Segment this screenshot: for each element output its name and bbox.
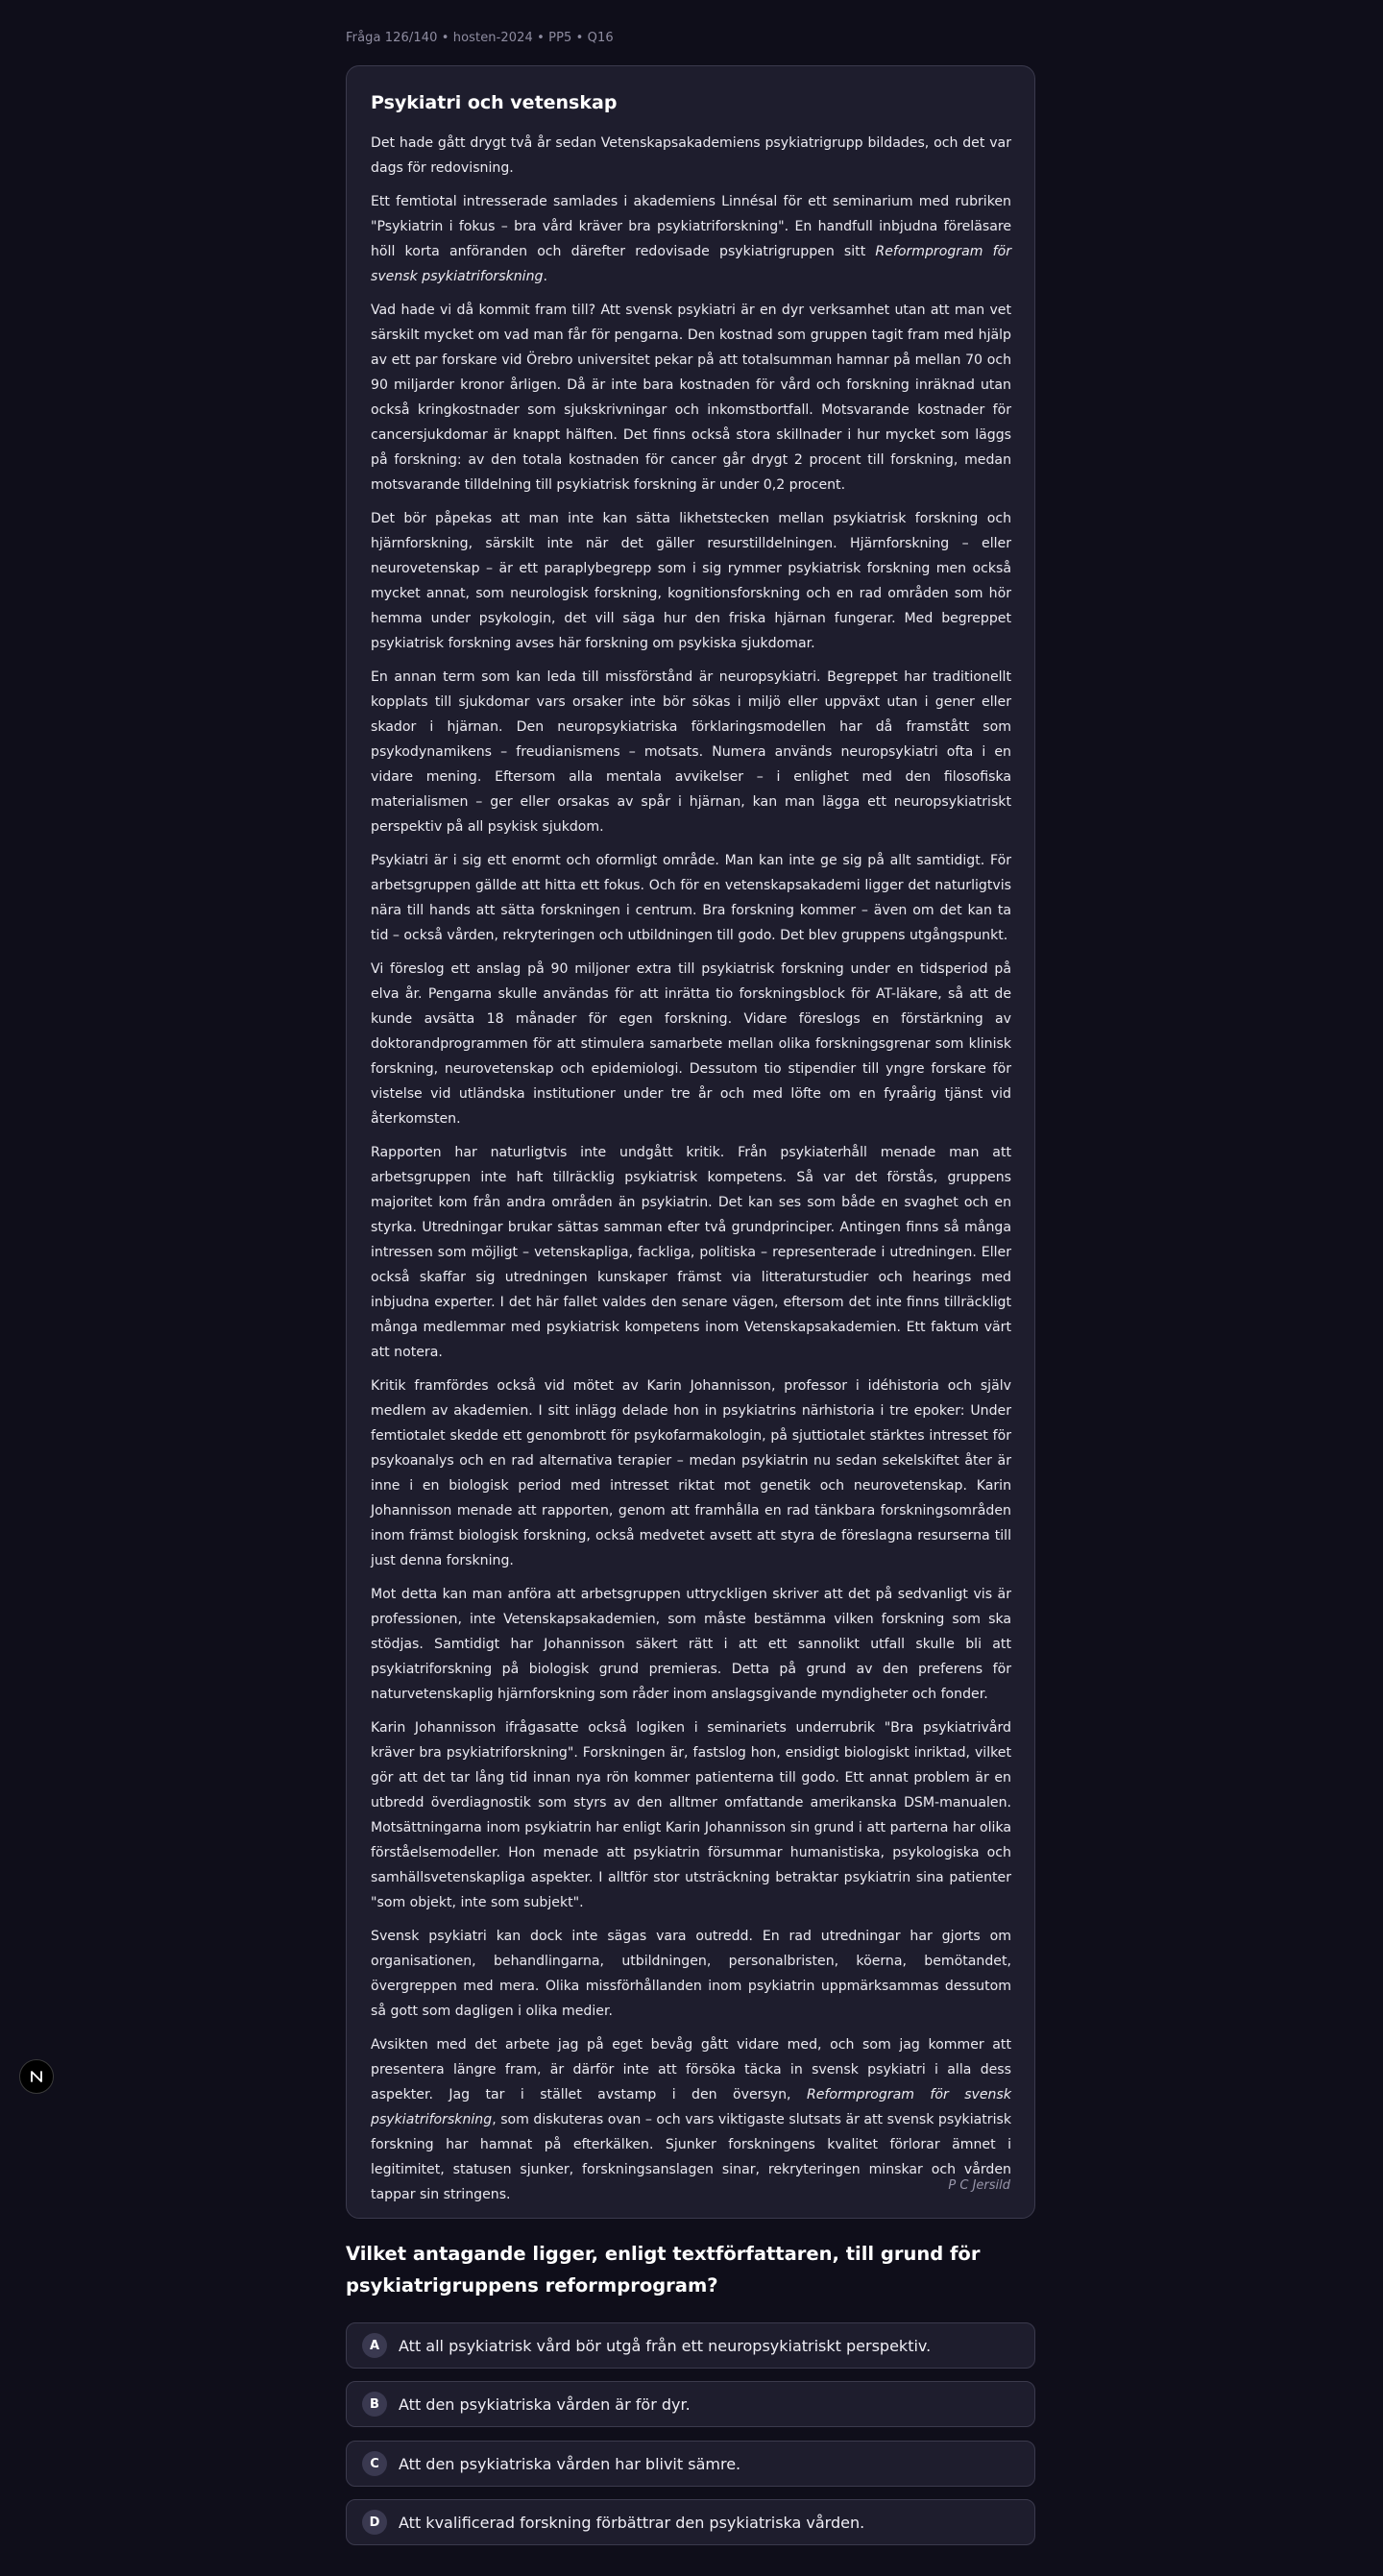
question-text: Vilket antagande ligger, enligt textförfattaren, till grund för psykiatrigruppens reformprogram? — [346, 2243, 981, 2297]
next-logo-badge-icon[interactable] — [19, 2059, 54, 2094]
article-paragraph: Mot detta kan man anföra att arbetsgruppen uttryckligen skriver att det på sedvanligt vis är professionen, inte Vetenskapsakademien, som måste bestämma vilken forskning som ska stödjas. Samtidigt har Johannisson säkert rätt i att ett sannolikt utfall skulle bli att psykiatriforskning på biologisk grund premieras. Detta på grund av den preferens för naturvetenskaplig hjärnforskning som råder inom anslagsgivande myndigheter och fonder. — [371, 1587, 1011, 1702]
article-paragraph: Vad hade vi då kommit fram till? Att svensk psykiatri är en dyr verksamhet utan att man vet särskilt mycket om vad man får för pengarna. Den kostnad som gruppen tagit fram med hjälp av ett par forskare vid Örebro universitet pekar på att totalsumman hamnar på mellan 70 och 90 miljarder kronor årligen. Då är inte bara kostnaden för vård och forskning inräknad utan också kringkostnader som sjukskrivningar och inkomstbortfall. Motsvarande kostnader för cancersjukdomar är knappt hälften. Det finns också stora skillnader i hur mycket som läggs på forskning: av den totala kostnaden för cancer går drygt 2 procent till forskning, medan motsvarande tilldelning till psykiatrisk forskning är under 0,2 procent. — [371, 303, 1011, 493]
article-paragraph: Svensk psykiatri kan dock inte sägas vara outredd. En rad utredningar har gjorts om organisationen, behandlingarna, utbildningen, personalbristen, köerna, bemötandet, övergreppen med mera. Olika missförhållanden inom psykiatrin uppmärksammas dessutom så gott som dagligen i olika medier. — [371, 1929, 1011, 2019]
article-paragraph: Det hade gått drygt två år sedan Vetenskapsakademiens psykiatrigrupp bildades, och det var dags för redovisning. — [371, 135, 1011, 176]
answer-option-a[interactable] — [346, 2322, 1035, 2369]
article-card — [346, 65, 1035, 2219]
option-text: Att den psykiatriska vården har blivit sämre. — [399, 2454, 741, 2473]
question-meta: Fråga 126/140 • hosten-2024 • PP5 • Q16 — [346, 31, 614, 45]
article-body — [371, 89, 1011, 2216]
article-title: Psykiatri och vetenskap — [371, 92, 618, 113]
option-text: Att all psykiatrisk vård bör utgå från ett neuropsykiatriskt perspektiv. — [399, 2336, 932, 2355]
article-paragraph: En annan term som kan leda till missförstånd är neuropsykiatri. Begreppet har traditionellt kopplats till sjukdomar vars orsaker inte bör sökas i miljö eller uppväxt utan i gener eller skador i hjärnan. Den neuropsykiatriska förklaringsmodellen har då framstått som psykodynamikens – freudianismens – motsats. Numera används neuropsykiatri ofta i en vidare mening. Eftersom alla mentala avvikelser – i enlighet med den filosofiska materialismen – ger eller orsakas av spår i hjärnan, kan man lägga ett neuropsykiatriskt perspektiv på all psykisk sjukdom. — [371, 669, 1011, 835]
article-italic-title: Reformprogram för svensk psykiatriforskning — [371, 2087, 1011, 2127]
article-paragraph: Psykiatri är i sig ett enormt och oformligt område. Man kan inte ge sig på allt samtidigt. För arbetsgruppen gällde att hitta ett fokus. Och för en vetenskapsakademi ligger det naturligtvis nära till hands att sätta forskningen i centrum. Bra forskning kommer – även om det kan ta tid – också vården, rekryteringen och utbildningen till godo. Det blev gruppens utgångspunkt. — [371, 853, 1011, 943]
article-author: P C Jersild — [948, 2178, 1010, 2193]
article-paragraph: Rapporten har naturligtvis inte undgått kritik. Från psykiaterhåll menade man att arbetsgruppen inte haft tillräcklig psykiatrisk kompetens. Så var det förstås, gruppens majoritet kom från andra områden än psykiatrin. Det kan ses som både en svaghet och en styrka. Utredningar brukar sättas samman efter två grundprinciper. Antingen finns så många intressen som möjligt – vetenskapliga, fackliga, politiska – representerade i utredningen. Eller också skaffar sig utredningen kunskaper främst via litteraturstudier och hearings med inbjudna experter. I det här fallet valdes den senare vägen, eftersom det inte finns tillräckligt många medlemmar med psykiatrisk kompetens inom Vetenskapsakademien. Ett faktum värt att notera. — [371, 1145, 1011, 1360]
option-letter: A — [362, 2333, 387, 2358]
article-italic-title: Reformprogram för svensk psykiatriforskning — [371, 244, 1011, 284]
answer-option-b[interactable] — [346, 2381, 1035, 2427]
answer-option-c[interactable] — [346, 2441, 1035, 2487]
article-paragraphs — [371, 131, 1011, 2207]
option-letter: B — [362, 2392, 387, 2417]
option-text: Att kvalificerad forskning förbättrar den psykiatriska vården. — [399, 2513, 865, 2532]
article-paragraph: Vi föreslog ett anslag på 90 miljoner extra till psykiatrisk forskning under en tidsperiod på elva år. Pengarna skulle användas för att inrätta tio forskningsblock för AT-läkare, så att de kunde avsätta 18 månader för egen forskning. Vidare föreslogs en förstärkning av doktorandprogrammen för att stimulera samarbete mellan olika forskningsgrenar som klinisk forskning, neurovetenskap och epidemiologi. Dessutom tio stipendier till yngre forskare för vistelse vid utländska institutioner under tre år och med löfte om en fyraårig tjänst vid återkomsten. — [371, 961, 1011, 1127]
article-paragraph: Avsikten med det arbete jag på eget bevåg gått vidare med, och som jag kommer att presentera längre fram, är därför inte att försöka täcka in svensk psykiatri i alla dess aspekter. Jag tar i stället avstamp i den översyn, Reformprogram för svensk psykiatriforskning, som diskuteras ovan – och vars viktigaste slutsats är att svensk psykiatrisk forskning har hamnat på efterkälken. Sjunker forskningens kvalitet förlorar ämnet i legitimitet, statusen sjunker, forskningsanslagen sinar, rekryteringen minskar och vården tappar sin stringens. — [371, 2037, 1011, 2202]
n-logo-icon — [28, 2068, 45, 2085]
article-paragraph: Det bör påpekas att man inte kan sätta likhetstecken mellan psykiatrisk forskning och hjärnforskning, särskilt inte när det gäller resurstilldelningen. Hjärnforskning – eller neurovetenskap – är ett paraplybegrepp som i sig rymmer psykiatrisk forskning men också mycket annat, som neurologisk forskning, kognitionsforskning och en rad områden som hör hemma under psykologin, det vill säga hur den friska hjärnan fungerar. Med begreppet psykiatrisk forskning avses här forskning om psykiska sjukdomar. — [371, 511, 1011, 651]
answer-option-d[interactable] — [346, 2499, 1035, 2545]
article-paragraph: Karin Johannisson ifrågasatte också logiken i seminariets underrubrik "Bra psykiatrivård kräver bra psykiatriforskning". Forskningen är, fastslog hon, ensidigt biologiskt inriktad, vilket gör att det tar lång tid innan nya rön kommer patienterna till godo. Ett annat problem är en utbredd överdiagnostik som styrs av den alltmer omfattande amerikanska DSM-manualen. Motsättningarna inom psykiatrin har enligt Karin Johannisson sin grund i att parterna har olika förståelsemodeller. Hon menade att psykiatrin försummar humanistiska, psykologiska och samhällsvetenskapliga aspekter. I alltför stor utsträckning betraktar psykiatrin sina patienter "som objekt, inte som subjekt". — [371, 1720, 1011, 1910]
option-text: Att den psykiatriska vården är för dyr. — [399, 2394, 691, 2414]
option-letter: C — [362, 2451, 387, 2476]
option-letter: D — [362, 2510, 387, 2535]
article-paragraph: Ett femtiotal intresserade samlades i akademiens Linnésal för ett seminarium med rubriken "Psykiatrin i fokus – bra vård kräver bra psykiatriforskning". En handfull inbjudna föreläsare höll korta anföranden och därefter redovisade psykiatrigruppen sitt Reformprogram för svensk psykiatriforskning. — [371, 194, 1011, 284]
article-paragraph: Kritik framfördes också vid mötet av Karin Johannisson, professor i idéhistoria och själv medlem av akademien. I sitt inlägg delade hon in psykiatrins närhistoria i tre epoker: Under femtiotalet skedde ett genombrott för psykofarmakologin, på sjuttiotalet stärktes intresset för psykoanalys och en rad alternativa terapier – medan psykiatrin nu sedan sekelskiftet åter är inne i en biologisk period med intresset riktat mot genetik och neurovetenskap. Karin Johannisson menade att rapporten, genom att framhålla en rad tänkbara forskningsområden inom främst biologisk forskning, också medvetet avsett att styra de föreslagna resurserna till just denna forskning. — [371, 1378, 1011, 1568]
